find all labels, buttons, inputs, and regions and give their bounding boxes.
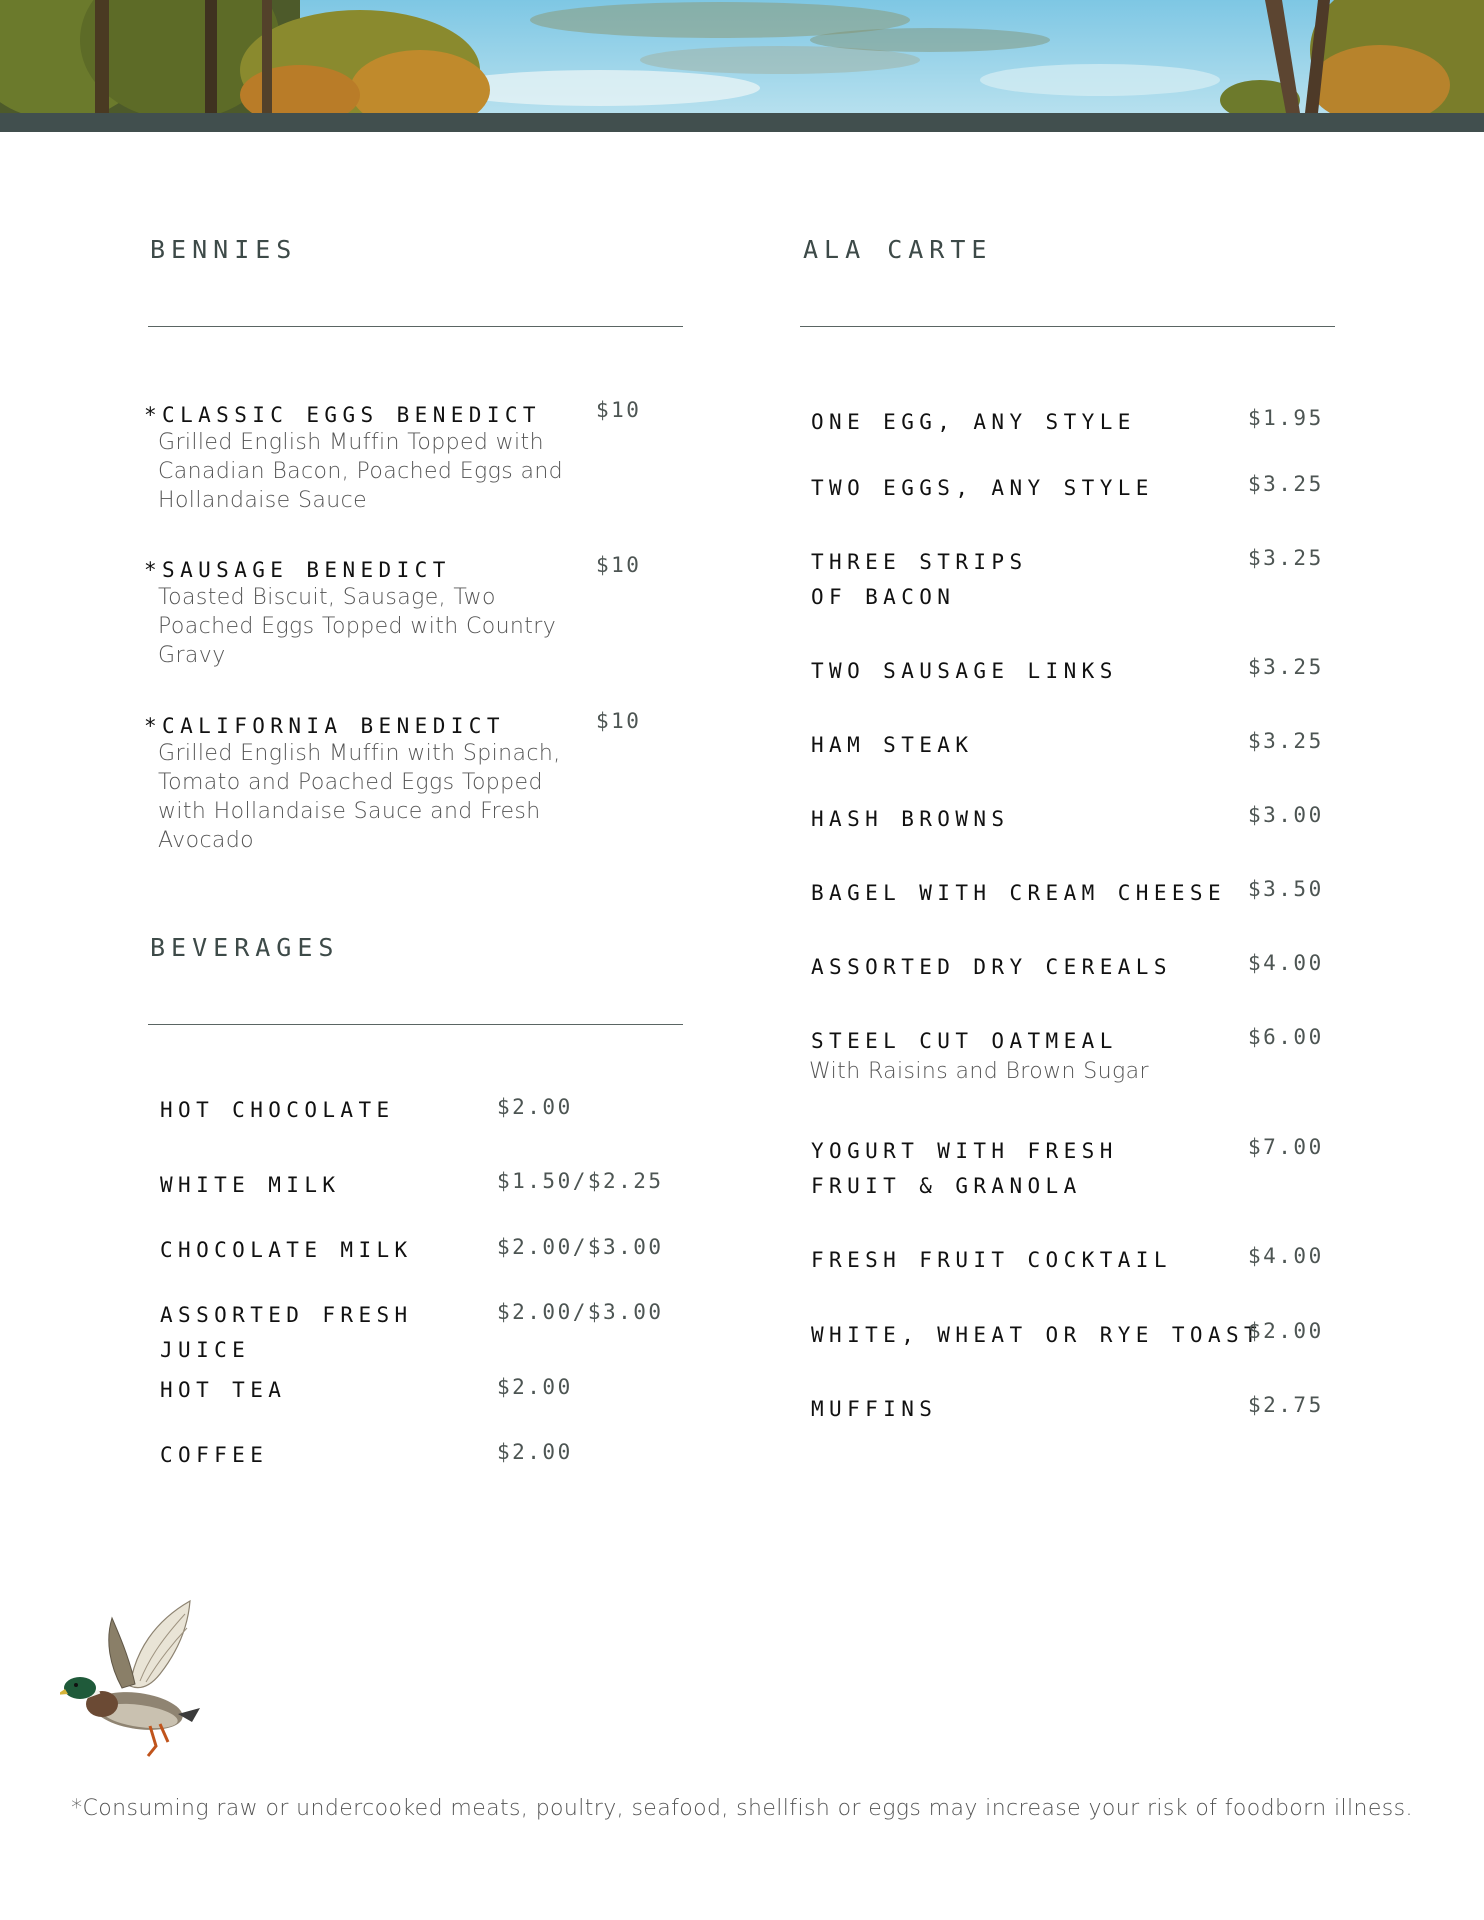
item-name: BAGEL WITH CREAM CHEESE bbox=[811, 881, 1226, 905]
item-name: CHOCOLATE MILK bbox=[160, 1238, 413, 1262]
item-price-one-egg: $1.95 bbox=[1248, 406, 1324, 430]
item-name: *CLASSIC EGGS BENEDICT bbox=[144, 403, 541, 427]
item-price-bagel-with-cream-cheese: $3.50 bbox=[1248, 877, 1324, 901]
item-price-white-milk: $1.50/$2.25 bbox=[497, 1169, 664, 1193]
item-price-fresh-fruit-cocktail: $4.00 bbox=[1248, 1244, 1324, 1268]
item-name: FRESH FRUIT COCKTAIL bbox=[811, 1248, 1172, 1272]
menu-item-chocolate-milk bbox=[160, 1233, 413, 1268]
item-name: HAM STEAK bbox=[811, 733, 974, 757]
item-name: HOT TEA bbox=[160, 1378, 287, 1402]
item-price: $10 bbox=[596, 709, 642, 733]
item-name: ONE EGG, ANY STYLE bbox=[811, 410, 1136, 434]
item-name: TWO EGGS, ANY STYLE bbox=[811, 476, 1154, 500]
item-name: ASSORTED FRESH JUICE bbox=[160, 1303, 413, 1362]
menu-item-california-benedict bbox=[144, 709, 678, 859]
menu-item-white-milk bbox=[160, 1168, 340, 1203]
bennies-title: BENNIES bbox=[150, 235, 298, 264]
item-price-two-sausage-links: $3.25 bbox=[1248, 655, 1324, 679]
item-price-assorted-dry-cereals: $4.00 bbox=[1248, 951, 1324, 975]
item-price-hash-browns: $3.00 bbox=[1248, 803, 1324, 827]
item-description: With Raisins and Brown Sugar bbox=[809, 1059, 1149, 1084]
beverages-divider bbox=[148, 1024, 683, 1025]
menu-item-two-eggs bbox=[811, 471, 1154, 506]
item-name: HOT CHOCOLATE bbox=[160, 1098, 395, 1122]
item-price-hot-tea: $2.00 bbox=[497, 1375, 573, 1399]
bennies-divider bbox=[148, 326, 683, 327]
beverages-title: BEVERAGES bbox=[150, 933, 340, 962]
menu-item-sausage-benedict bbox=[144, 553, 678, 673]
ala-carte-divider bbox=[800, 326, 1335, 327]
item-name: ASSORTED DRY CEREALS bbox=[811, 955, 1172, 979]
item-price-three-strips-of-bacon: $3.25 bbox=[1248, 546, 1324, 570]
item-price-toast: $2.00 bbox=[1248, 1319, 1324, 1343]
item-name: COFFEE bbox=[160, 1443, 269, 1467]
item-name: *SAUSAGE BENEDICT bbox=[144, 558, 451, 582]
item-name: MUFFINS bbox=[811, 1397, 938, 1421]
menu-item-hot-chocolate bbox=[160, 1093, 395, 1128]
item-price-two-eggs: $3.25 bbox=[1248, 472, 1324, 496]
item-name: YOGURT WITH FRESH FRUIT & GRANOLA bbox=[811, 1139, 1118, 1198]
item-description: Grilled English Muffin with Spinach, Tomato and Poached Eggs Topped with Hollandaise Sauce and Fresh Avocado bbox=[158, 741, 561, 853]
menu-item-two-sausage-links bbox=[811, 654, 1118, 689]
banner-painting bbox=[0, 0, 1484, 113]
item-price-coffee: $2.00 bbox=[497, 1440, 573, 1464]
menu-item-hot-tea bbox=[160, 1373, 286, 1408]
menu-item-coffee bbox=[160, 1438, 268, 1473]
menu-item-hash-browns bbox=[811, 802, 1009, 837]
item-name: HASH BROWNS bbox=[811, 807, 1010, 831]
menu-item-assorted-fresh-juice bbox=[160, 1298, 420, 1368]
item-price-chocolate-milk: $2.00/$3.00 bbox=[497, 1235, 664, 1259]
menu-item-one-egg bbox=[811, 405, 1136, 440]
menu-item-assorted-dry-cereals bbox=[811, 950, 1172, 985]
menu-item-fresh-fruit-cocktail bbox=[811, 1243, 1172, 1278]
item-name: *CALIFORNIA BENEDICT bbox=[144, 714, 505, 738]
menu-item-classic-eggs-benedict bbox=[144, 398, 678, 518]
menu-item-muffins bbox=[811, 1392, 937, 1427]
item-price-muffins: $2.75 bbox=[1248, 1393, 1324, 1417]
mallard-duck-illustration bbox=[60, 1596, 210, 1770]
item-price-hot-chocolate: $2.00 bbox=[497, 1095, 573, 1119]
food-safety-footnote: *Consuming raw or undercooked meats, poultry, seafood, shellfish or eggs may increase your risk of foodborn illness. bbox=[71, 1796, 1413, 1821]
item-price-yogurt-with-fresh-fruit-granola: $7.00 bbox=[1248, 1135, 1324, 1159]
item-description: Toasted Biscuit, Sausage, Two Poached Eggs Topped with Country Gravy bbox=[158, 585, 557, 668]
item-price: $10 bbox=[596, 398, 642, 422]
menu-item-bagel-with-cream-cheese bbox=[811, 876, 1226, 911]
item-price-ham-steak: $3.25 bbox=[1248, 729, 1324, 753]
menu-item-yogurt-with-fresh-fruit-granola bbox=[811, 1134, 1211, 1204]
item-name: STEEL CUT OATMEAL bbox=[811, 1029, 1118, 1053]
item-description: Grilled English Muffin Topped with Canadian Bacon, Poached Eggs and Hollandaise Sauce bbox=[158, 430, 564, 513]
banner-band bbox=[0, 113, 1484, 132]
item-name: TWO SAUSAGE LINKS bbox=[811, 659, 1118, 683]
item-name: THREE STRIPS OF BACON bbox=[811, 550, 1028, 609]
item-price-steel-cut-oatmeal: $6.00 bbox=[1248, 1025, 1324, 1049]
menu-item-ham-steak bbox=[811, 728, 973, 763]
menu-item-toast bbox=[811, 1318, 1262, 1353]
item-name: WHITE, WHEAT OR RYE TOAST bbox=[811, 1323, 1263, 1347]
item-price: $10 bbox=[596, 553, 642, 577]
menu-item-three-strips-of-bacon bbox=[811, 545, 1081, 615]
item-name: WHITE MILK bbox=[160, 1173, 341, 1197]
item-price-assorted-fresh-juice: $2.00/$3.00 bbox=[497, 1300, 664, 1324]
menu-item-steel-cut-oatmeal bbox=[811, 1024, 1149, 1086]
ala-carte-title: ALA CARTE bbox=[803, 235, 993, 264]
